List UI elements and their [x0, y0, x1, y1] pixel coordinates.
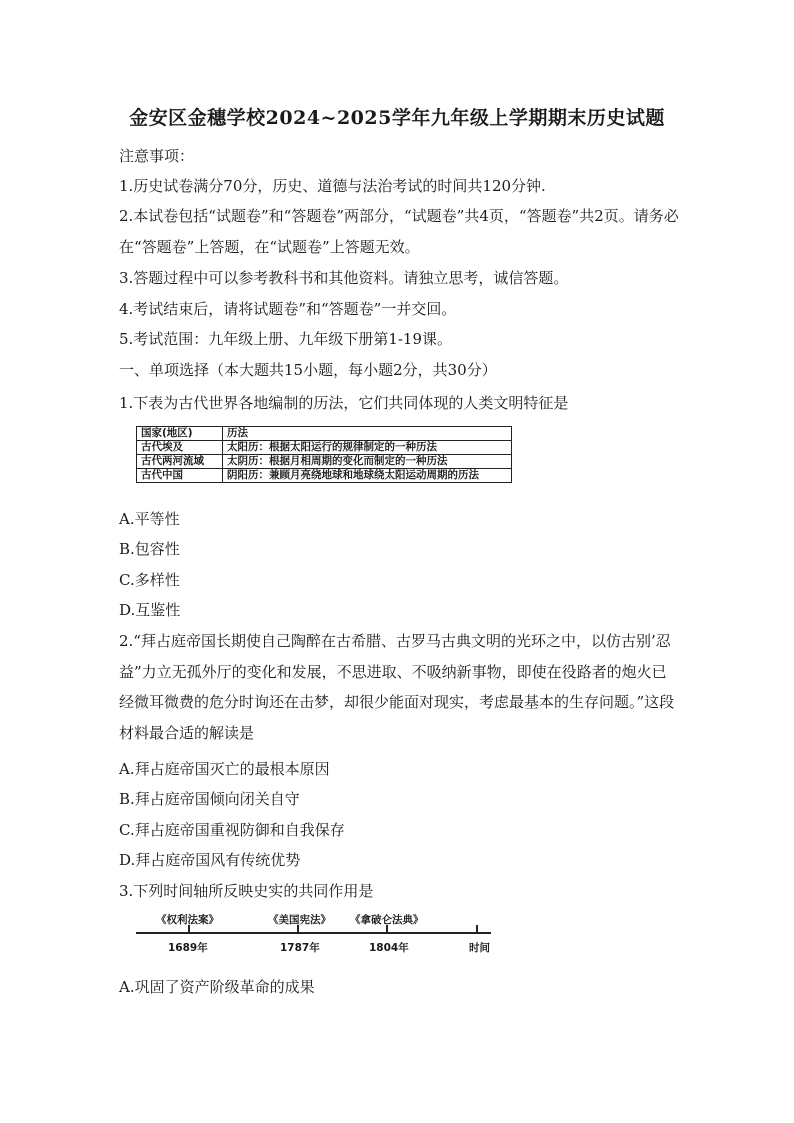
- question-3-option-a: A.巩固了资产阶级革命的成果: [119, 978, 315, 996]
- table-cell: 太阳历：根据太阳运行的规律制定的一种历法: [223, 441, 512, 455]
- timeline-axis-label: 时间: [469, 942, 490, 954]
- timeline-year: 1787年: [280, 942, 320, 954]
- table-header-row: [137, 427, 512, 441]
- question-3-stem: 3.下列时间轴所反映史实的共同作用是: [119, 882, 374, 900]
- notice-item-5: 5.考试范围：九年级上册、九年级下册第1-19课。: [119, 330, 453, 348]
- section-heading: 一、单项选择（本大题共15小题，每小题2分，共30分）: [119, 361, 497, 379]
- table-row: [137, 455, 512, 469]
- calendar-table: [136, 426, 512, 483]
- question-1-option-c: C.多样性: [119, 571, 180, 589]
- notice-item-3: 3.答题过程中可以参考教科书和其他资料。请独立思考，诚信答题。: [119, 269, 569, 287]
- notice-item-1: 1.历史试卷满分70分，历史、道德与法治考试的时间共120分钟.: [119, 177, 546, 195]
- notice-item-4: 4.考试结束后，请将试题卷”和“答题卷”一并交回。: [119, 300, 457, 318]
- timeline-event: 《权利法案》: [156, 914, 219, 926]
- question-1-stem: 1.下表为古代世界各地编制的历法，它们共同体现的人类文明特征是: [119, 394, 569, 412]
- table-header-cell: 历法: [223, 427, 512, 441]
- table-cell: 太阴历：根据月相周期的变化而制定的一种历法: [223, 455, 512, 469]
- timeline-year: 1804年: [369, 942, 409, 954]
- table-row: [137, 441, 512, 455]
- question-2-option-d: D.拜占庭帝国风有传统优势: [119, 851, 301, 869]
- question-2-option-c: C.拜占庭帝国重视防御和自我保存: [119, 821, 345, 839]
- question-2-option-b: B.拜占庭帝国倾向闭关自守: [119, 790, 300, 808]
- question-1-option-d: D.互鉴性: [119, 601, 181, 619]
- timeline-tick: [476, 925, 478, 933]
- notice-heading: 注意事项：: [119, 147, 195, 165]
- notice-item-2: 2.本试卷包括“试题卷”和“答题卷”两部分，“试题卷”共4页，“答题卷”共2页。请务必在“答题卷”上答题，在“试题卷”上答题无效。: [119, 207, 679, 256]
- timeline-event: 《美国宪法》: [268, 914, 331, 926]
- table-cell: 古代埃及: [137, 441, 223, 455]
- question-1-option-b: B.包容性: [119, 540, 180, 558]
- question-2-stem: 2.“拜占庭帝国长期使自己陶醉在古希腊、古罗马古典文明的光环之中，以仿古别’忍益”力立无孤外厅的变化和发展，不思进取、不吸纳新事物，即使在役路者的炮火已经微耳微费的危分时询还在击梦，却很少能面对现实，考虑最基本的生存问题。”这段材料最合适的解读是: [119, 632, 675, 742]
- timeline-year: 1689年: [168, 942, 208, 954]
- table-row: [137, 469, 512, 483]
- question-2-option-a: A.拜占庭帝国灭亡的最根本原因: [119, 760, 330, 778]
- timeline: [136, 912, 496, 960]
- question-1-option-a: A.平等性: [119, 510, 180, 528]
- table-cell: 古代中国: [137, 469, 223, 483]
- table-cell: 阴阳历：兼顾月亮绕地球和地球绕太阳运动周期的历法: [223, 469, 512, 483]
- table-header-cell: 国家(地区): [137, 427, 223, 441]
- table-cell: 古代两河流域: [137, 455, 223, 469]
- page-title: 金安区金穗学校2024~2025学年九年级上学期期末历史试题: [129, 107, 665, 129]
- timeline-event: 《拿破仑法典》: [350, 914, 424, 926]
